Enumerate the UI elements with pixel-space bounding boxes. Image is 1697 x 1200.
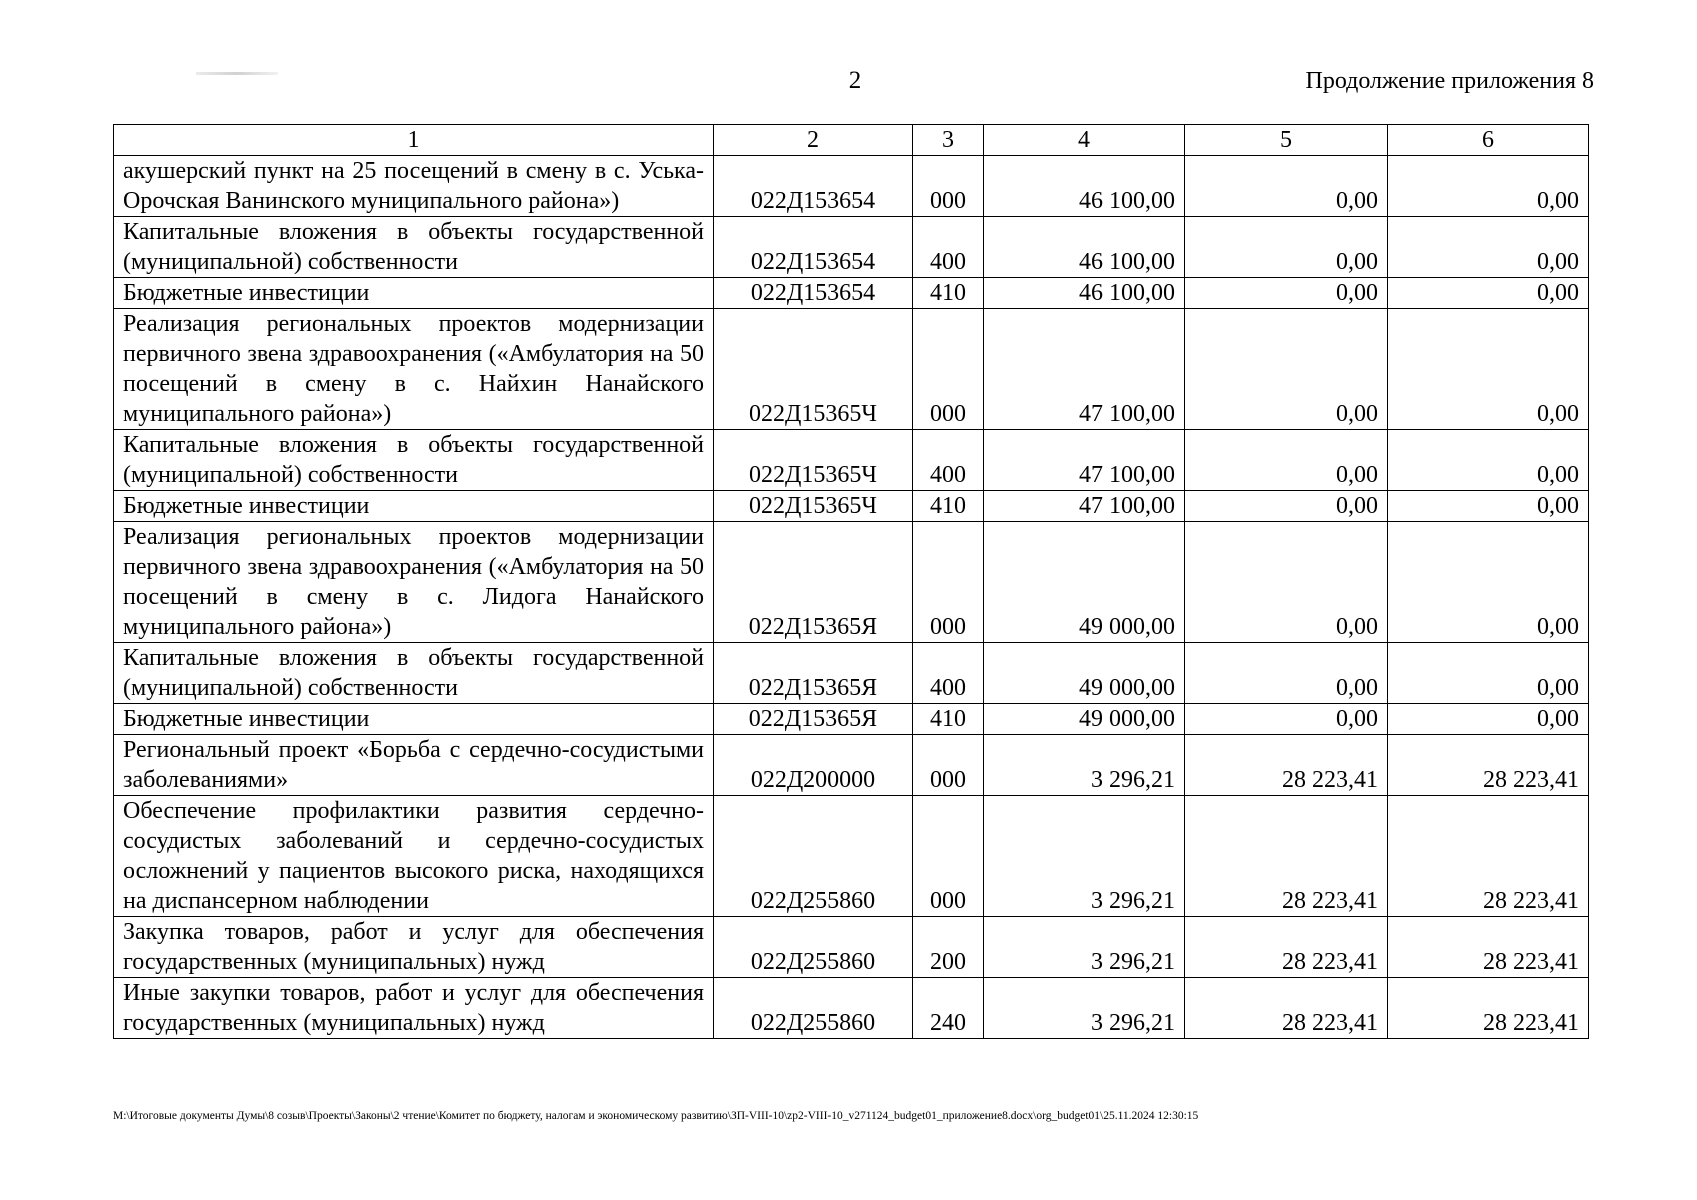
expense-name-cell: Бюджетные инвестиции bbox=[114, 704, 714, 735]
amount-2025-cell: 3 296,21 bbox=[984, 917, 1185, 978]
expense-name-cell: Обеспечение профилактики развития сердечно-сосудистых заболеваний и сердечно-сосудистых осложнений у пациентов высокого риска, находящихся на диспансерном наблюдении bbox=[114, 796, 714, 917]
amount-2027-cell: 28 223,41 bbox=[1388, 917, 1589, 978]
table-row bbox=[114, 978, 1589, 1039]
amount-2027-cell: 0,00 bbox=[1388, 491, 1589, 522]
column-header: 2 bbox=[714, 125, 913, 156]
amount-2026-cell: 0,00 bbox=[1185, 522, 1388, 643]
amount-2025-cell: 46 100,00 bbox=[984, 156, 1185, 217]
scan-artifact bbox=[196, 72, 278, 75]
expense-type-code-cell: 400 bbox=[913, 430, 984, 491]
amount-2026-cell: 0,00 bbox=[1185, 309, 1388, 430]
target-article-code-cell: 022Д15365Ч bbox=[714, 430, 913, 491]
amount-2025-cell: 49 000,00 bbox=[984, 643, 1185, 704]
amount-2025-cell: 3 296,21 bbox=[984, 735, 1185, 796]
amount-2026-cell: 28 223,41 bbox=[1185, 735, 1388, 796]
expense-name-cell: Капитальные вложения в объекты государственной (муниципальной) собственности bbox=[114, 643, 714, 704]
target-article-code-cell: 022Д200000 bbox=[714, 735, 913, 796]
target-article-code-cell: 022Д255860 bbox=[714, 917, 913, 978]
target-article-code-cell: 022Д15365Ч bbox=[714, 309, 913, 430]
column-header: 5 bbox=[1185, 125, 1388, 156]
table-row bbox=[114, 278, 1589, 309]
amount-2025-cell: 46 100,00 bbox=[984, 278, 1185, 309]
amount-2025-cell: 49 000,00 bbox=[984, 522, 1185, 643]
expense-type-code-cell: 000 bbox=[913, 156, 984, 217]
table-row bbox=[114, 704, 1589, 735]
table-row bbox=[114, 217, 1589, 278]
target-article-code-cell: 022Д153654 bbox=[714, 156, 913, 217]
amount-2027-cell: 0,00 bbox=[1388, 309, 1589, 430]
expense-name-cell: Региональный проект «Борьба с сердечно-сосудистыми заболеваниями» bbox=[114, 735, 714, 796]
appendix-continuation-label: Продолжение приложения 8 bbox=[1305, 68, 1594, 94]
amount-2026-cell: 28 223,41 bbox=[1185, 917, 1388, 978]
table-row bbox=[114, 643, 1589, 704]
target-article-code-cell: 022Д15365Я bbox=[714, 643, 913, 704]
expense-type-code-cell: 000 bbox=[913, 522, 984, 643]
target-article-code-cell: 022Д15365Я bbox=[714, 704, 913, 735]
amount-2025-cell: 47 100,00 bbox=[984, 491, 1185, 522]
column-header: 4 bbox=[984, 125, 1185, 156]
amount-2026-cell: 0,00 bbox=[1185, 278, 1388, 309]
amount-2026-cell: 0,00 bbox=[1185, 430, 1388, 491]
amount-2025-cell: 3 296,21 bbox=[984, 978, 1185, 1039]
expense-name-cell: Иные закупки товаров, работ и услуг для обеспечения государственных (муниципальных) нужд bbox=[114, 978, 714, 1039]
amount-2025-cell: 49 000,00 bbox=[984, 704, 1185, 735]
amount-2026-cell: 0,00 bbox=[1185, 491, 1388, 522]
amount-2027-cell: 28 223,41 bbox=[1388, 735, 1589, 796]
expense-name-cell: Бюджетные инвестиции bbox=[114, 278, 714, 309]
amount-2026-cell: 0,00 bbox=[1185, 643, 1388, 704]
table-row bbox=[114, 917, 1589, 978]
expense-name-cell: Капитальные вложения в объекты государственной (муниципальной) собственности bbox=[114, 430, 714, 491]
amount-2027-cell: 0,00 bbox=[1388, 522, 1589, 643]
amount-2026-cell: 0,00 bbox=[1185, 156, 1388, 217]
target-article-code-cell: 022Д15365Ч bbox=[714, 491, 913, 522]
expense-type-code-cell: 400 bbox=[913, 643, 984, 704]
expense-type-code-cell: 000 bbox=[913, 735, 984, 796]
amount-2027-cell: 0,00 bbox=[1388, 156, 1589, 217]
amount-2025-cell: 47 100,00 bbox=[984, 309, 1185, 430]
amount-2025-cell: 3 296,21 bbox=[984, 796, 1185, 917]
amount-2027-cell: 0,00 bbox=[1388, 217, 1589, 278]
target-article-code-cell: 022Д255860 bbox=[714, 796, 913, 917]
expense-name-cell: акушерский пункт на 25 посещений в смену в с. Уська-Орочская Ванинского муниципального района») bbox=[114, 156, 714, 217]
target-article-code-cell: 022Д153654 bbox=[714, 217, 913, 278]
target-article-code-cell: 022Д255860 bbox=[714, 978, 913, 1039]
target-article-code-cell: 022Д15365Я bbox=[714, 522, 913, 643]
expense-type-code-cell: 200 bbox=[913, 917, 984, 978]
table-row bbox=[114, 796, 1589, 917]
expense-type-code-cell: 240 bbox=[913, 978, 984, 1039]
expense-type-code-cell: 400 bbox=[913, 217, 984, 278]
column-header: 1 bbox=[114, 125, 714, 156]
amount-2025-cell: 47 100,00 bbox=[984, 430, 1185, 491]
amount-2026-cell: 28 223,41 bbox=[1185, 796, 1388, 917]
expense-name-cell: Капитальные вложения в объекты государственной (муниципальной) собственности bbox=[114, 217, 714, 278]
table-row bbox=[114, 309, 1589, 430]
expense-type-code-cell: 410 bbox=[913, 491, 984, 522]
table-row bbox=[114, 491, 1589, 522]
amount-2027-cell: 0,00 bbox=[1388, 704, 1589, 735]
expense-type-code-cell: 000 bbox=[913, 309, 984, 430]
amount-2027-cell: 0,00 bbox=[1388, 278, 1589, 309]
table-row bbox=[114, 522, 1589, 643]
amount-2027-cell: 0,00 bbox=[1388, 430, 1589, 491]
table-row bbox=[114, 430, 1589, 491]
amount-2026-cell: 0,00 bbox=[1185, 704, 1388, 735]
expense-type-code-cell: 000 bbox=[913, 796, 984, 917]
column-number-row bbox=[114, 125, 1589, 156]
budget-table bbox=[113, 124, 1589, 1039]
amount-2026-cell: 28 223,41 bbox=[1185, 978, 1388, 1039]
amount-2025-cell: 46 100,00 bbox=[984, 217, 1185, 278]
expense-type-code-cell: 410 bbox=[913, 278, 984, 309]
page-number: 2 bbox=[848, 67, 862, 94]
document-file-path: M:\Итоговые документы Думы\8 созыв\Проекты\Законы\2 чтение\Комитет по бюджету, налогам и экономическому развитию\ЗП-VIII-10\zp2-VIII-10_v271124_budget01_приложение8.docx\org_budget01\25.11.2024 12:30:15 bbox=[113, 1110, 1199, 1122]
expense-type-code-cell: 410 bbox=[913, 704, 984, 735]
column-header: 6 bbox=[1388, 125, 1589, 156]
amount-2026-cell: 0,00 bbox=[1185, 217, 1388, 278]
expense-name-cell: Реализация региональных проектов модернизации первичного звена здравоохранения («Амбулатория на 50 посещений в смену в с. Найхин Нанайского муниципального района») bbox=[114, 309, 714, 430]
amount-2027-cell: 28 223,41 bbox=[1388, 796, 1589, 917]
target-article-code-cell: 022Д153654 bbox=[714, 278, 913, 309]
column-header: 3 bbox=[913, 125, 984, 156]
table-row bbox=[114, 156, 1589, 217]
expense-name-cell: Закупка товаров, работ и услуг для обеспечения государственных (муниципальных) нужд bbox=[114, 917, 714, 978]
amount-2027-cell: 0,00 bbox=[1388, 643, 1589, 704]
amount-2027-cell: 28 223,41 bbox=[1388, 978, 1589, 1039]
table-row bbox=[114, 735, 1589, 796]
expense-name-cell: Бюджетные инвестиции bbox=[114, 491, 714, 522]
expense-name-cell: Реализация региональных проектов модернизации первичного звена здравоохранения («Амбулатория на 50 посещений в смену в с. Лидога Нанайского муниципального района») bbox=[114, 522, 714, 643]
